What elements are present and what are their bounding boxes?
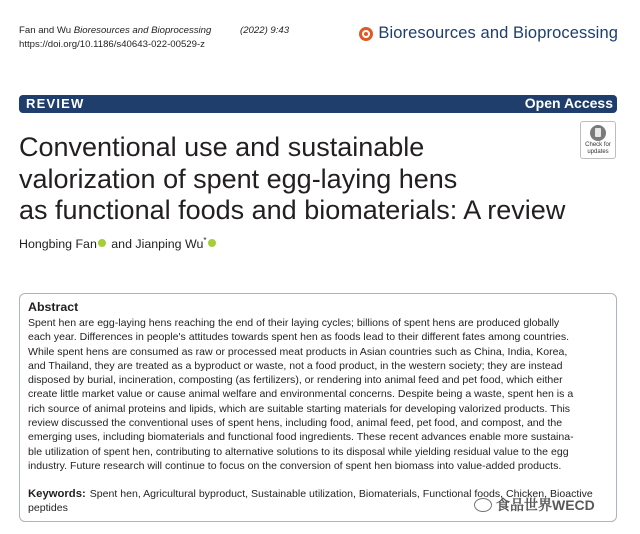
abstract-line: emerging uses, including biomaterials and functional food ingredients. These recent advances enable more sustaina- [28, 431, 574, 444]
article-type-bar [19, 95, 617, 113]
citation-line [19, 24, 289, 38]
open-access-label: Open Access [524, 95, 613, 111]
abstract-line: review discussed the conventional uses of spent hens, including food, animal feed, pet food, and compost, and the [28, 417, 563, 430]
title-line: as functional foods and biomaterials: A review [19, 195, 566, 225]
abstract-line: ble utilization of spent hen, contributing to alternative solutions to its disposal while yielding residual value to the egg [28, 445, 569, 458]
abstract-line: and Thailand, they are treated as a byproduct or waste, not a food product, in the western society; they are instead [28, 359, 563, 372]
abstract-line: disposed by burial, incineration, composting (as fertilizers), or rendering into animal feed and pet food, which either [28, 374, 563, 387]
keywords-text: Spent hen, Agricultural byproduct, Sustainable utilization, Biomaterials, Functional foods, Chicken, Bioactive peptides [28, 488, 593, 515]
crossmark-line1: Check for [585, 142, 611, 148]
abstract-box [19, 293, 617, 522]
citation-block [19, 24, 289, 51]
title-line: valorization of spent egg-laying hens [19, 163, 458, 194]
abstract-line: While spent hens are consumed as raw or processed meat products in Asian countries such as China, India, Korea, [28, 345, 568, 358]
abstract-text [28, 316, 612, 473]
crossmark-line2: updates [587, 148, 609, 155]
citation-authors: Fan and Wu [19, 25, 72, 36]
crossmark-icon [590, 125, 606, 141]
author-list [19, 236, 218, 251]
abstract-line: Spent hen are egg-laying hens reaching the end of their laying cycles; billions of spent hens are produced globally [28, 317, 560, 329]
check-for-updates-button[interactable] [580, 121, 616, 159]
watermark-text: 食品世界WECD [496, 497, 595, 513]
author-name[interactable]: Jianping Wu [135, 237, 204, 251]
citation-year-volume: (2022) 9:43 [240, 25, 290, 36]
abstract-line: each year. Differences in people's attitudes towards spent hen as foods lead to their different fates among countries. [28, 331, 570, 344]
abstract-line: create little market value or cause animal welfare and environmental concerns. Despite being a waste, spent hen is a [28, 388, 574, 401]
citation-journal: Bioresources and Bioprocessing [73, 25, 212, 36]
watermark [474, 495, 595, 515]
journal-brand[interactable] [359, 24, 618, 43]
abstract-heading: Abstract [28, 300, 79, 314]
journal-brand-name: Bioresources and Bioprocessing [378, 24, 618, 42]
orcid-icon[interactable] [208, 239, 216, 247]
article-title [19, 132, 579, 227]
abstract-line: industry. Future research will continue to focus on the conversion of spent hen biomass into value-added products. [28, 459, 562, 472]
author-name[interactable]: Hongbing Fan [19, 237, 97, 251]
corresponding-author-mark: * [203, 236, 207, 245]
author-joiner: and [107, 237, 136, 251]
keywords-label: Keywords: [28, 488, 86, 500]
doi-link[interactable]: https://doi.org/10.1186/s40643-022-00529-z [19, 38, 205, 50]
spiral-logo-icon [359, 27, 373, 41]
abstract-line: rich source of animal proteins and lipids, which are suitable starting materials for developing valorized products. This [28, 402, 571, 415]
orcid-icon[interactable] [98, 239, 106, 247]
title-line: Conventional use and sustainable [19, 132, 425, 162]
article-type-label: REVIEW [26, 96, 85, 111]
wechat-icon [474, 498, 492, 512]
